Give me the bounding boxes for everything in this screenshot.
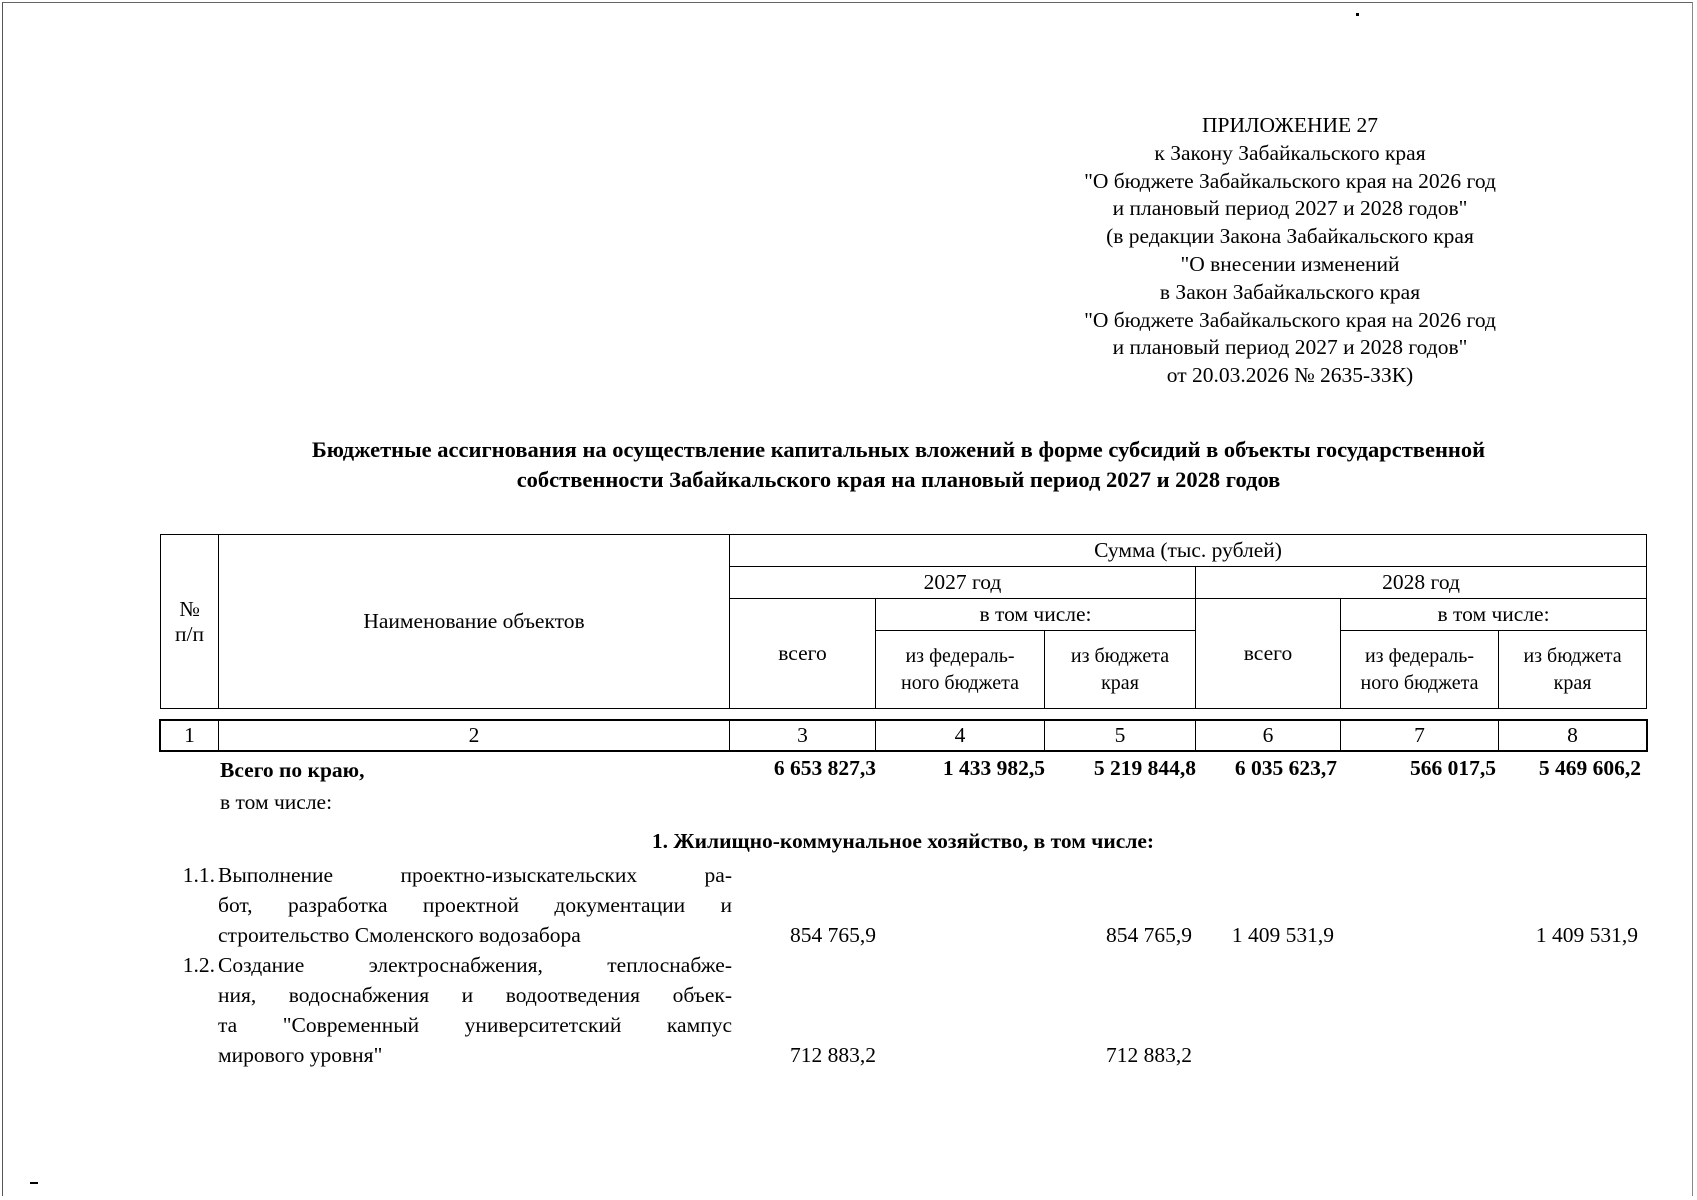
totals-value: 6 653 827,3 [773,756,876,780]
header-name: Наименование объектов [219,535,730,709]
totals-label: Всего по краю, [220,758,365,782]
appendix-line: в Закон Забайкальского края [1159,279,1421,304]
column-number: 1 [161,721,219,751]
column-numbers-row [160,720,1647,751]
row-number: 1.1. [182,863,215,887]
appendix-line: "О бюджете Забайкальского края на 2026 год [1084,168,1496,193]
row-name [218,860,732,950]
header-num-line1: № [179,596,200,621]
header-including-2027: в том числе: [876,599,1196,631]
totals-value: 5 469 606,2 [1538,756,1641,780]
header-regional-line2: края [1553,671,1592,694]
header-regional-line1: из бюджета [1523,644,1622,667]
scan-speck [1356,13,1359,16]
appendix-line: ПРИЛОЖЕНИЕ 27 [1201,113,1379,137]
column-number: 4 [876,721,1045,751]
header-sum: Сумма (тыс. рублей) [730,535,1647,567]
title-line-2: собственности Забайкальского края на плановый период 2027 и 2028 годов [516,467,1281,492]
appendix-line: и плановый период 2027 и 2028 годов" [1112,196,1468,221]
table-header [160,534,1647,709]
header-regional-line1: из бюджета [1070,644,1170,667]
appendix-line: к Закону Забайкальского края [1154,140,1426,165]
header-federal-line2: ного бюджета [1360,671,1479,694]
header-num [161,535,219,709]
row-name [218,950,732,1070]
header-regional-2027 [1045,631,1196,709]
row-number: 1.2. [182,953,215,977]
totals-value: 1 433 982,5 [942,756,1045,780]
header-federal-line1: из федераль- [1364,644,1475,667]
header-federal-line1: из федераль- [905,644,1015,667]
header-num-line2: п/п [175,621,204,646]
header-including-2028: в том числе: [1341,599,1647,631]
scan-speck [30,1182,38,1184]
appendix-line: "О бюджете Забайкальского края на 2026 год [1084,307,1496,332]
column-number: 2 [219,721,730,751]
header-total-2027: всего [730,599,876,709]
row-total-2027: 712 883,2 [790,1043,876,1067]
row-regional-2028: 1 409 531,9 [1535,923,1638,947]
header-year-2027: 2027 год [730,567,1196,599]
row-name-line: та "Современный университетский кампус [218,1013,732,1037]
totals-value: 6 035 623,7 [1234,756,1337,780]
row-total-2028: 1 409 531,9 [1231,923,1334,947]
totals-value: 5 219 844,8 [1093,756,1196,780]
header-total-2028: всего [1196,599,1341,709]
column-number: 6 [1196,721,1341,751]
column-number: 5 [1045,721,1196,751]
totals-sublabel: в том числе: [220,790,333,814]
section-heading: 1. Жилищно-коммунальное хозяйство, в том числе: [651,829,1155,853]
row-name-line: строительство Смоленского водозабора [218,923,581,947]
column-number: 8 [1499,721,1647,751]
row-name-line: Выполнение проектно-изыскательских ра- [218,863,732,887]
row-regional-2027: 712 883,2 [1106,1043,1192,1067]
row-regional-2027: 854 765,9 [1106,923,1192,947]
row-name-line: бот, разработка проектной документации и [218,893,732,917]
appendix-line: и плановый период 2027 и 2028 годов" [1112,335,1468,360]
document-title [150,435,1647,495]
header-federal-line2: ного бюджета [901,671,1019,694]
appendix-line: "О внесении изменений [1180,251,1400,276]
row-name-line: Создание электроснабжения, теплоснабже- [218,953,732,977]
header-regional-2028 [1499,631,1647,709]
column-number: 7 [1341,721,1499,751]
title-line-1: Бюджетные ассигнования на осуществление капитальных вложений в форме субсидий в объекты государственной [311,437,1486,462]
header-federal-2027 [876,631,1045,709]
row-name-line: мирового уровня" [218,1043,383,1067]
row-name-line: ния, водоснабжения и водоотведения объек- [218,983,732,1007]
header-regional-line2: края [1101,671,1139,694]
appendix-line: от 20.03.2026 № 2635-ЗЗК) [1166,363,1414,388]
row-total-2027: 854 765,9 [790,923,876,947]
appendix-header [1040,112,1540,390]
header-federal-2028 [1341,631,1499,709]
appendix-line: (в редакции Закона Забайкальского края [1106,224,1474,249]
column-number: 3 [730,721,876,751]
totals-value: 566 017,5 [1410,756,1496,780]
header-year-2028: 2028 год [1196,567,1647,599]
